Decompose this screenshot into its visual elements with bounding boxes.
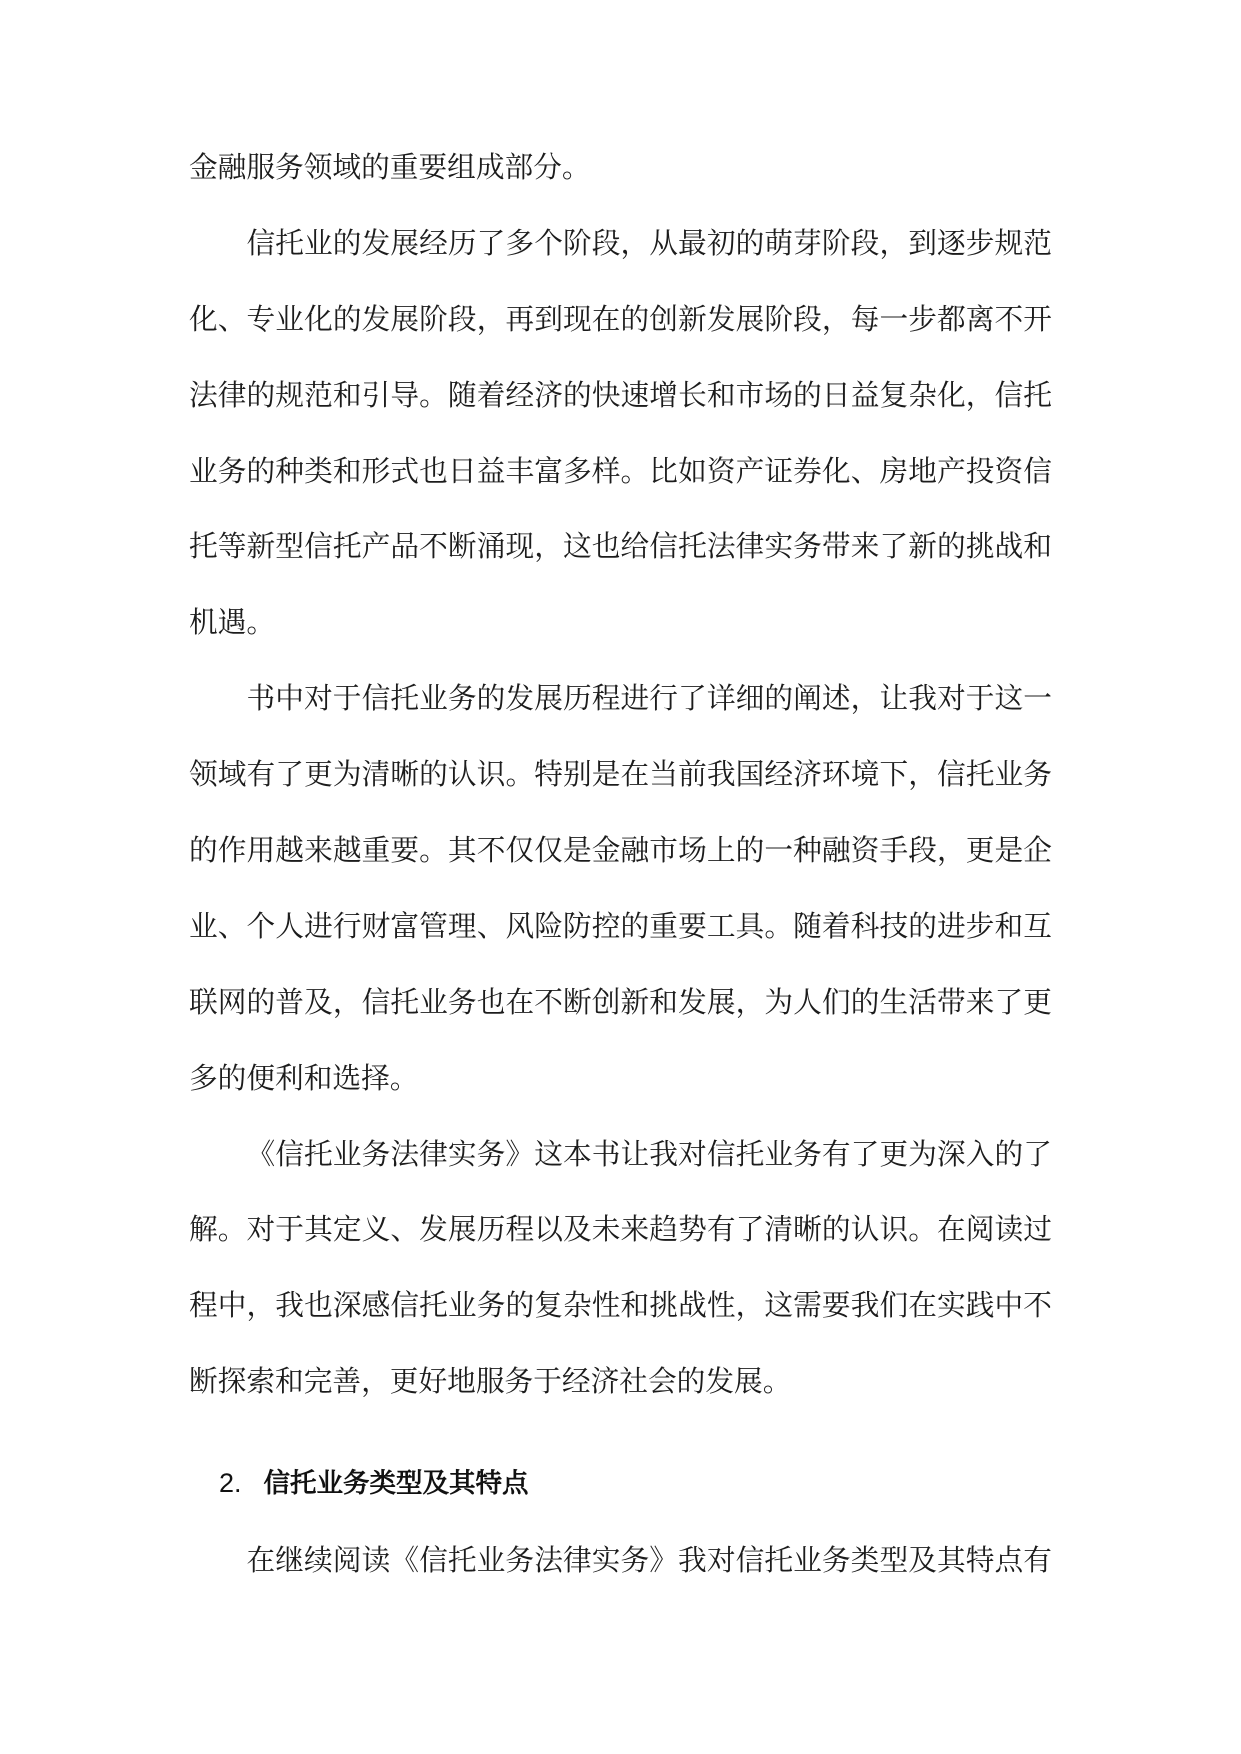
paragraph-line: 联网的普及，信托业务也在不断创新和发展，为人们的生活带来了更	[189, 984, 1052, 1019]
paragraph-line: 信托业的发展经历了多个阶段，从最初的萌芽阶段，到逐步规范	[246, 225, 1052, 260]
paragraph-line: 业、个人进行财富管理、风险防控的重要工具。随着科技的进步和互	[189, 908, 1052, 943]
paragraph	[189, 1523, 1052, 1599]
paragraph-line: 断探索和完善，更好地服务于经济社会的发展。	[189, 1364, 792, 1399]
paragraph	[189, 1117, 1052, 1421]
paragraph-line: 金融服务领域的重要组成部分。	[189, 150, 591, 184]
paragraph-line: 在继续阅读《信托业务法律实务》我对信托业务类型及其特点有	[246, 1543, 1052, 1577]
document-body	[189, 130, 1052, 1420]
paragraph-line: 领域有了更为清晰的认识。特别是在当前我国经济环境下，信托业务	[189, 757, 1052, 792]
paragraph-line: 机遇。	[189, 605, 276, 640]
section-heading	[219, 1445, 529, 1521]
paragraph-line: 法律的规范和引导。随着经济的快速增长和市场的日益复杂化，信托	[189, 377, 1052, 412]
paragraph-line: 书中对于信托业务的发展历程进行了详细的阐述，让我对于这一	[246, 681, 1052, 716]
paragraph-line: 多的便利和选择。	[189, 1060, 419, 1095]
section-title: 信托业务类型及其特点	[263, 1468, 529, 1499]
paragraph-line: 《信托业务法律实务》这本书让我对信托业务有了更为深入的了	[246, 1136, 1052, 1171]
paragraph	[189, 661, 1052, 1116]
paragraph-line: 化、专业化的发展阶段，再到现在的创新发展阶段，每一步都离不开	[189, 301, 1052, 336]
paragraph-line: 托等新型信托产品不断涌现，这也给信托法律实务带来了新的挑战和	[189, 529, 1052, 564]
section-body	[189, 1523, 1052, 1599]
paragraph	[189, 130, 1052, 206]
section-number: 2.	[219, 1468, 242, 1498]
paragraph	[189, 206, 1052, 661]
paragraph-line: 的作用越来越重要。其不仅仅是金融市场上的一种融资手段，更是企	[189, 833, 1052, 868]
paragraph-line: 程中，我也深感信托业务的复杂性和挑战性，这需要我们在实践中不	[189, 1288, 1052, 1323]
paragraph-line: 业务的种类和形式也日益丰富多样。比如资产证券化、房地产投资信	[189, 453, 1052, 488]
paragraph-line: 解。对于其定义、发展历程以及未来趋势有了清晰的认识。在阅读过	[189, 1212, 1052, 1247]
